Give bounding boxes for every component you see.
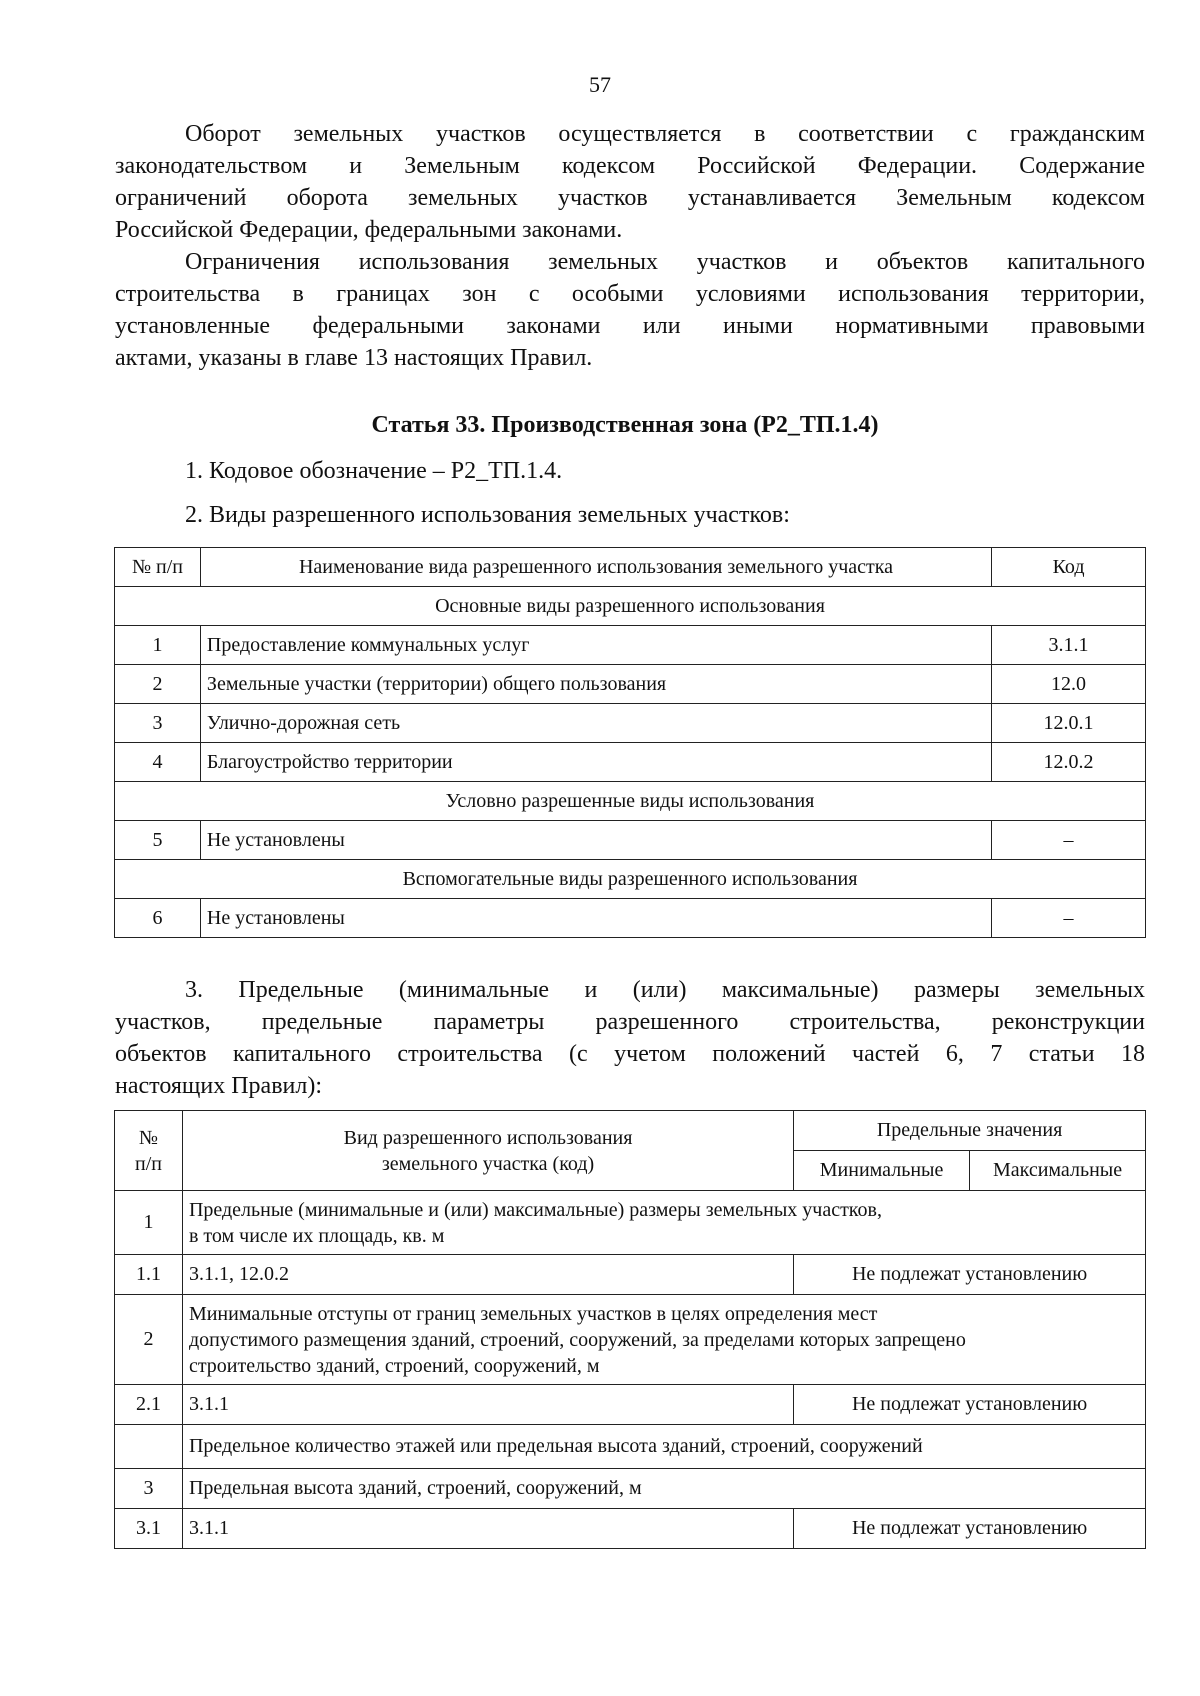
text-line: участков, предельные параметры разрешенного строительства, реконструкции <box>115 1009 1145 1035</box>
row-description: Предельные (минимальные и (или) максимальные) размеры земельных участков, в том числе их площадь, кв. м <box>182 1191 1145 1255</box>
section-row <box>115 587 1146 626</box>
row-number: 4 <box>115 743 201 782</box>
section-row <box>115 860 1146 899</box>
text-line: объектов капитального строительства (с учетом положений частей 6, 7 статьи 18 <box>115 1041 1145 1067</box>
text-line: Российской Федерации, федеральными законами. <box>115 217 623 243</box>
item-code-designation: 1. Кодовое обозначение – Р2_ТП.1.4. <box>185 458 563 484</box>
row-number: 1.1 <box>115 1255 183 1295</box>
table-row <box>115 899 1146 938</box>
text-line: законодательством и Земельным кодексом Российской Федерации. Содержание <box>115 153 1145 179</box>
table-row <box>115 1425 1146 1469</box>
table-header-row <box>115 1111 1146 1151</box>
use-code: 3.1.1 <box>182 1509 793 1549</box>
use-code: 12.0 <box>992 665 1146 704</box>
text-line: установленные федеральными законами или иными нормативными правовыми <box>115 313 1145 339</box>
table-row <box>115 626 1146 665</box>
text-line: Оборот земельных участков осуществляется в соответствии с гражданским <box>185 121 1145 147</box>
limit-parameters-table <box>114 1110 1146 1549</box>
use-name: Земельные участки (территории) общего пользования <box>200 665 991 704</box>
table-row <box>115 1295 1146 1385</box>
column-header: № п/п <box>115 548 201 587</box>
limit-value: Не подлежат установлению <box>794 1385 1146 1425</box>
text-line: строительства в границах зон с особыми условиями использования территории, <box>115 281 1145 307</box>
use-code: 12.0.2 <box>992 743 1146 782</box>
row-number: 2 <box>115 1295 183 1385</box>
column-header-limits: Предельные значения <box>794 1111 1146 1151</box>
permitted-uses-table <box>114 547 1146 938</box>
article-heading: Статья 33. Производственная зона (Р2_ТП.1.4) <box>371 412 879 438</box>
row-number-empty <box>115 1425 183 1469</box>
text-line: 3. Предельные (минимальные и (или) максимальные) размеры земельных <box>185 977 1145 1003</box>
row-description: Минимальные отступы от границ земельных участков в целях определения мест допустимого размещения зданий, строений, сооружений, за пределами которых запрещено строительство зданий, строений, сооружений, м <box>182 1295 1145 1385</box>
section-title: Вспомогательные виды разрешенного использования <box>115 860 1146 899</box>
use-code: 3.1.1, 12.0.2 <box>182 1255 793 1295</box>
use-name: Благоустройство территории <box>200 743 991 782</box>
use-code: – <box>992 821 1146 860</box>
text-line: Ограничения использования земельных участков и объектов капитального <box>185 249 1145 275</box>
page-number: 57 <box>589 72 611 97</box>
use-name: Не установлены <box>200 821 991 860</box>
section-title: Основные виды разрешенного использования <box>115 587 1146 626</box>
text-line: настоящих Правил): <box>115 1073 323 1099</box>
table-row <box>115 704 1146 743</box>
column-header-min: Минимальные <box>794 1151 970 1191</box>
use-code: – <box>992 899 1146 938</box>
row-number: 6 <box>115 899 201 938</box>
paragraph-turnover <box>115 118 1145 246</box>
table-row <box>115 821 1146 860</box>
use-name: Не установлены <box>200 899 991 938</box>
use-name: Предоставление коммунальных услуг <box>200 626 991 665</box>
section-row <box>115 782 1146 821</box>
table-row <box>115 1255 1146 1295</box>
column-header-use-type: Вид разрешенного использования земельного участка (код) <box>182 1111 793 1191</box>
paragraph-restrictions <box>115 246 1145 374</box>
item-permitted-uses: 2. Виды разрешенного использования земельных участков: <box>185 502 790 528</box>
row-number: 5 <box>115 821 201 860</box>
use-name: Улично-дорожная сеть <box>200 704 991 743</box>
row-number: 1 <box>115 1191 183 1255</box>
use-code: 12.0.1 <box>992 704 1146 743</box>
row-description: Предельное количество этажей или предельная высота зданий, строений, сооружений <box>182 1425 1145 1469</box>
row-number: 2 <box>115 665 201 704</box>
text-line: актами, указаны в главе 13 настоящих Правил. <box>115 345 593 371</box>
table-row <box>115 665 1146 704</box>
section-title: Условно разрешенные виды использования <box>115 782 1146 821</box>
table-row <box>115 1191 1146 1255</box>
table-row <box>115 1469 1146 1509</box>
table-header-row <box>115 548 1146 587</box>
limit-value: Не подлежат установлению <box>794 1509 1146 1549</box>
row-number: 2.1 <box>115 1385 183 1425</box>
use-code: 3.1.1 <box>992 626 1146 665</box>
table-row <box>115 1385 1146 1425</box>
column-header: Код <box>992 548 1146 587</box>
table-row <box>115 1509 1146 1549</box>
row-number: 3 <box>115 1469 183 1509</box>
use-code: 3.1.1 <box>182 1385 793 1425</box>
column-header: Наименование вида разрешенного использования земельного участка <box>200 548 991 587</box>
column-header-number: № п/п <box>115 1111 183 1191</box>
paragraph-limits <box>115 974 1145 1102</box>
text-line: ограничений оборота земельных участков устанавливается Земельным кодексом <box>115 185 1145 211</box>
row-number: 3.1 <box>115 1509 183 1549</box>
column-header-max: Максимальные <box>970 1151 1146 1191</box>
limit-value: Не подлежат установлению <box>794 1255 1146 1295</box>
table-row <box>115 743 1146 782</box>
row-number: 1 <box>115 626 201 665</box>
row-description: Предельная высота зданий, строений, сооружений, м <box>182 1469 1145 1509</box>
row-number: 3 <box>115 704 201 743</box>
